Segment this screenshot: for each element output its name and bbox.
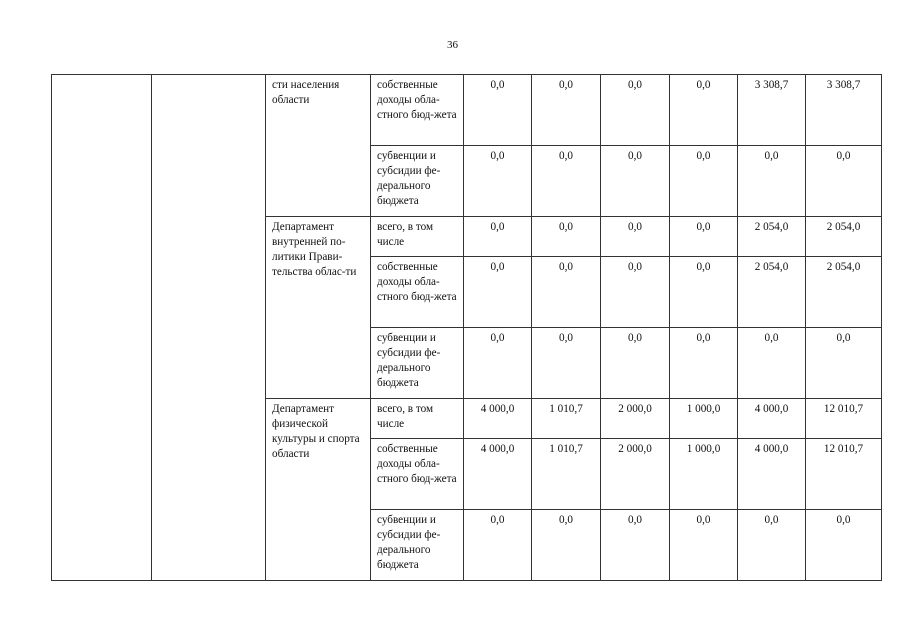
value-cell: 0,0 [464, 146, 532, 217]
total-cell: 0,0 [806, 510, 882, 581]
value-cell: 0,0 [670, 328, 738, 399]
value-cell: 0,0 [670, 75, 738, 146]
value-cell: 0,0 [601, 146, 670, 217]
value-cell: 0,0 [532, 75, 601, 146]
value-cell: 0,0 [738, 328, 806, 399]
source-cell: собственные доходы обла-стного бюд-жета [371, 439, 464, 510]
value-cell: 0,0 [464, 75, 532, 146]
total-cell: 0,0 [806, 328, 882, 399]
subprogram-cell [152, 75, 266, 581]
org-cell: Департамент внутренней по-литики Прави-тельства облас-ти [266, 217, 371, 399]
value-cell: 0,0 [670, 510, 738, 581]
value-cell: 0,0 [601, 75, 670, 146]
page-number: 36 [447, 39, 458, 51]
value-cell: 0,0 [601, 257, 670, 328]
total-cell: 3 308,7 [806, 75, 882, 146]
budget-table [51, 74, 882, 581]
total-cell: 12 010,7 [806, 439, 882, 510]
total-cell: 0,0 [806, 146, 882, 217]
value-cell: 1 000,0 [670, 399, 738, 439]
total-cell: 12 010,7 [806, 399, 882, 439]
value-cell: 4 000,0 [464, 399, 532, 439]
total-cell: 2 054,0 [806, 217, 882, 257]
value-cell: 0,0 [670, 217, 738, 257]
source-cell: всего, в том числе [371, 217, 464, 257]
org-cell: сти населения области [266, 75, 371, 217]
value-cell: 0,0 [738, 510, 806, 581]
value-cell: 2 000,0 [601, 399, 670, 439]
value-cell: 0,0 [532, 328, 601, 399]
value-cell: 4 000,0 [738, 439, 806, 510]
value-cell: 1 010,7 [532, 439, 601, 510]
source-cell: субвенции и субсидии фе-дерального бюджета [371, 146, 464, 217]
total-cell: 2 054,0 [806, 257, 882, 328]
value-cell: 2 000,0 [601, 439, 670, 510]
value-cell: 0,0 [464, 328, 532, 399]
org-cell: Департамент физической культуры и спорта области [266, 399, 371, 581]
value-cell: 1 010,7 [532, 399, 601, 439]
value-cell: 0,0 [601, 217, 670, 257]
program-cell [52, 75, 152, 581]
value-cell: 0,0 [738, 146, 806, 217]
value-cell: 2 054,0 [738, 257, 806, 328]
source-cell: всего, в том числе [371, 399, 464, 439]
value-cell: 0,0 [532, 146, 601, 217]
value-cell: 0,0 [601, 328, 670, 399]
value-cell: 4 000,0 [464, 439, 532, 510]
value-cell: 0,0 [670, 257, 738, 328]
source-cell: субвенции и субсидии фе-дерального бюджета [371, 510, 464, 581]
value-cell: 0,0 [532, 257, 601, 328]
value-cell: 3 308,7 [738, 75, 806, 146]
value-cell: 0,0 [532, 217, 601, 257]
source-cell: субвенции и субсидии фе-дерального бюджета [371, 328, 464, 399]
value-cell: 0,0 [464, 510, 532, 581]
value-cell: 0,0 [464, 217, 532, 257]
table-row [52, 75, 882, 146]
value-cell: 0,0 [670, 146, 738, 217]
value-cell: 2 054,0 [738, 217, 806, 257]
source-cell: собственные доходы обла-стного бюд-жета [371, 257, 464, 328]
value-cell: 0,0 [532, 510, 601, 581]
source-cell: собственные доходы обла-стного бюд-жета [371, 75, 464, 146]
value-cell: 1 000,0 [670, 439, 738, 510]
value-cell: 0,0 [601, 510, 670, 581]
value-cell: 4 000,0 [738, 399, 806, 439]
value-cell: 0,0 [464, 257, 532, 328]
